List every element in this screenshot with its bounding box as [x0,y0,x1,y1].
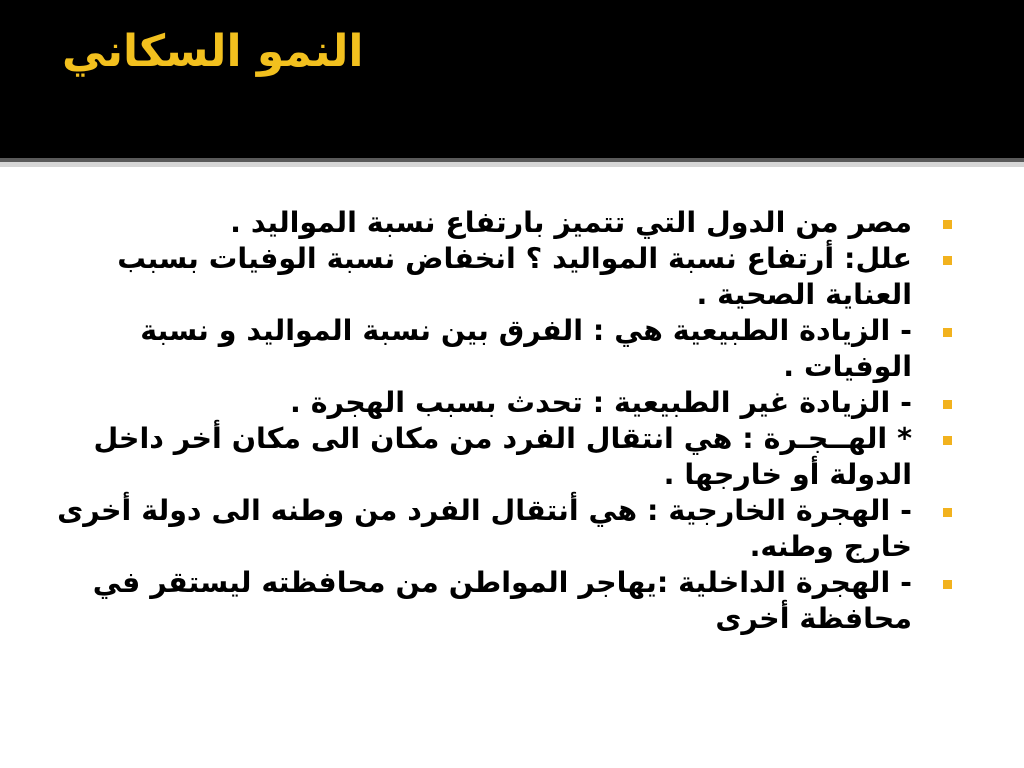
bullet-text: علل: أرتفاع نسبة المواليد ؟ انخفاض نسبة الوفيات بسبب العناية الصحية . [117,242,912,311]
bullet-item [50,421,960,493]
bullet-item [50,385,960,421]
bullet-item [50,313,960,385]
square-bullet-icon [943,256,952,265]
slide-title: النمو السكاني [62,26,364,77]
bullet-text: - الزيادة غير الطبيعية : تحدث بسبب الهجرة . [289,386,912,419]
title-divider-shadow [0,162,1024,167]
bullet-text: - الهجرة الداخلية :يهاجر المواطن من محافظته ليستقر في محافظة أخرى [92,566,912,635]
bullet-list [50,205,960,637]
bullet-text: * الهــجـرة : هي انتقال الفرد من مكان الى مكان أخر داخل الدولة أو خارجها . [93,422,912,491]
bullet-item [50,205,960,241]
bullet-item [50,493,960,565]
bullet-text: - الهجرة الخارجية : هي أنتقال الفرد من وطنه الى دولة أخرى خارج وطنه. [57,494,912,563]
slide-body [50,205,960,637]
square-bullet-icon [943,400,952,409]
bullet-text: - الزيادة الطبيعية هي : الفرق بين نسبة المواليد و نسبة الوفيات . [140,314,912,383]
bullet-item [50,565,960,637]
square-bullet-icon [943,328,952,337]
square-bullet-icon [943,436,952,445]
bullet-text: مصر من الدول التي تتميز بارتفاع نسبة المواليد . [230,206,912,239]
bullet-item [50,241,960,313]
square-bullet-icon [943,580,952,589]
square-bullet-icon [943,508,952,517]
square-bullet-icon [943,220,952,229]
